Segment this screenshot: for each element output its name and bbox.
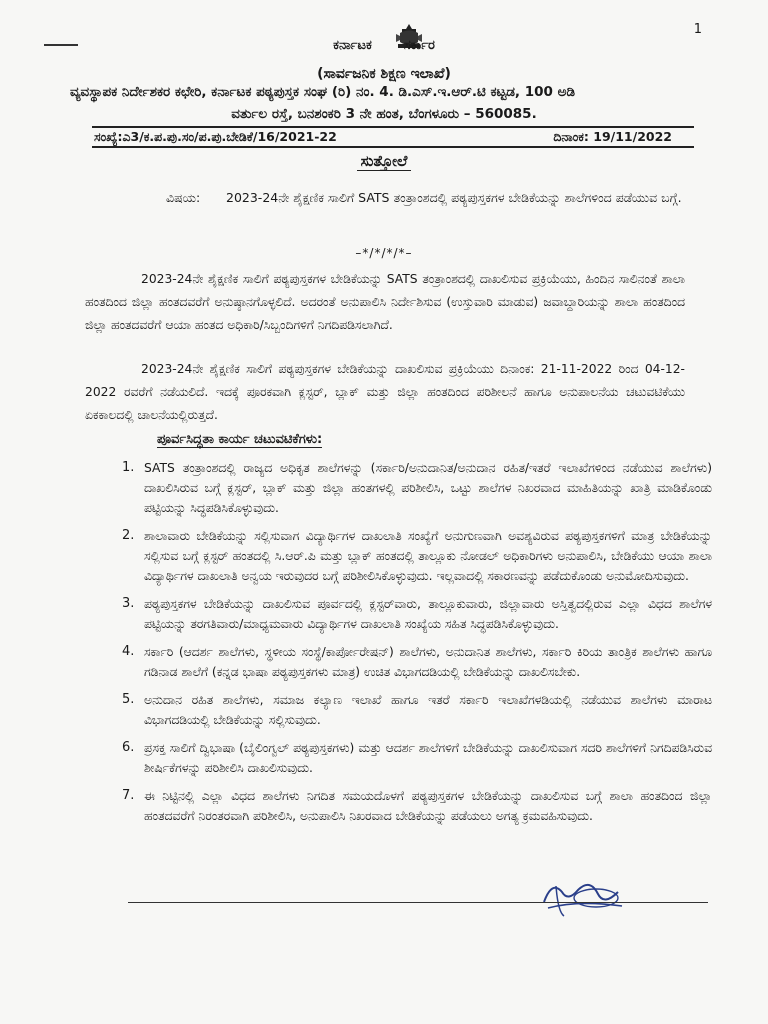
list-item bbox=[92, 690, 712, 730]
activity-list bbox=[92, 458, 712, 834]
list-item-text: ಈ ನಿಟ್ಟಿನಲ್ಲಿ ಎಲ್ಲಾ ವಿಧದ ಶಾಲೆಗಳು ನಿಗದಿತ ಸಮಯದೊಳಗೆ ಪಠ್ಯಪುಸ್ತಕಗಳ ಬೇಡಿಕೆಯನ್ನು ದಾಖಲಿಸುವ ಬಗ್ಗೆ ಶಾಲಾ ಹಂತದಿಂದ ಜಿಲ್ಲಾ ಹಂತದವರೆಗೆ ನಿರಂತರವಾಗಿ ಪರಿಶೀಲಿಸಿ, ಅನುಪಾಲಿಸಿ ನಿಖರವಾದ ಬೇಡಿಕೆಯನ್ನು ಪಡೆಯಲು ಅಗತ್ಯ ಕ್ರಮವಹಿಸುವುದು. bbox=[144, 789, 712, 823]
section-heading: ಪೂರ್ವಸಿದ್ಧತಾ ಕಾರ್ಯ ಚಟುವಟಿಕೆಗಳು: bbox=[157, 432, 323, 447]
list-item-number: 1. bbox=[122, 460, 135, 475]
office-address-line2: ವರ್ತುಲ ರಸ್ತೆ, ಬನಶಂಕರಿ 3 ನೇ ಹಂತ, ಬೆಂಗಳೂರು – 560085. bbox=[231, 106, 537, 122]
body-paragraph-1: 2023-24ನೇ ಶೈಕ್ಷಣಿಕ ಸಾಲಿಗೆ ಪಠ್ಯಪುಸ್ತಕಗಳ ಬೇಡಿಕೆಯನ್ನು SATS ತಂತ್ರಾಂಶದಲ್ಲಿ ದಾಖಲಿಸುವ ಪ್ರಕ್ರಿಯೆಯು, ಹಿಂದಿನ ಸಾಲಿನಂತೆ ಶಾಲಾ ಹಂತದಿಂದ ಜಿಲ್ಲಾ ಹಂತದವರೆಗೆ ಅನುಷ್ಠಾನಗೊಳ್ಳಲಿದೆ. ಅದರಂತೆ ಅನುಪಾಲಿಸಿ ನಿರ್ದೇಶಿಸುವ (ಉಸ್ತುವಾರಿ ಮಾಡುವ) ಜವಾಬ್ದಾರಿಯನ್ನು ಶಾಲಾ ಹಂತದಿಂದ ಜಿಲ್ಲಾ ಹಂತದವರೆಗೆ ಆಯಾ ಹಂತದ ಅಧಿಕಾರಿ/ಸಿಬ್ಬಂದಿಗಳಿಗೆ ನಿಗದಿಪಡಿಸಲಾಗಿದೆ. bbox=[85, 272, 685, 332]
list-item bbox=[92, 786, 712, 826]
subject-label: ವಿಷಯ: bbox=[166, 190, 201, 205]
list-item bbox=[92, 642, 712, 682]
list-item-text: ಅನುದಾನ ರಹಿತ ಶಾಲೆಗಳು, ಸಮಾಜ ಕಲ್ಯಾಣ ಇಲಾಖೆ ಹಾಗೂ ಇತರೆ ಸರ್ಕಾರಿ ಇಲಾಖೆಗಳಡಿಯಲ್ಲಿ ನಡೆಯುವ ಶಾಲೆಗಳು ಮಾರಾಟ ವಿಭಾಗದಡಿಯಲ್ಲಿ ಬೇಡಿಕೆಯನ್ನು ಸಲ್ಲಿಸುವುದು. bbox=[144, 693, 712, 727]
state-name-left: ಕರ್ನಾಟಕ bbox=[333, 38, 372, 53]
state-name bbox=[0, 38, 768, 53]
header-rule-bottom bbox=[92, 146, 694, 148]
department-name: (ಸಾರ್ವಜನಿಕ ಶಿಕ್ಷಣ ಇಲಾಖೆ) bbox=[317, 66, 451, 82]
section-divider: –*/*/*/*– bbox=[355, 246, 413, 260]
list-item-number: 6. bbox=[122, 740, 135, 755]
state-name-right: ಸರ್ಕಾರ bbox=[403, 38, 435, 53]
body-paragraph-2: 2023-24ನೇ ಶೈಕ್ಷಣಿಕ ಸಾಲಿಗೆ ಪಠ್ಯಪುಸ್ತಕಗಳ ಬೇಡಿಕೆಯನ್ನು ದಾಖಲಿಸುವ ಪ್ರಕ್ರಿಯೆಯು ದಿನಾಂಕ: 21-11-2022 ರಿಂದ 04-12-2022 ರವರೆಗೆ ನಡೆಯಲಿದೆ. ಇದಕ್ಕೆ ಪೂರಕವಾಗಿ ಕ್ಲಸ್ಟರ್, ಬ್ಲಾಕ್ ಮತ್ತು ಜಿಲ್ಲಾ ಹಂತದಿಂದ ಪರಿಶೀಲನೆ ಹಾಗೂ ಅನುಪಾಲನೆಯ ಚಟುವಟಿಕೆಯು ಏಕಕಾಲದಲ್ಲಿ ಚಾಲನೆಯಲ್ಲಿರುತ್ತದೆ. bbox=[85, 362, 685, 422]
subject-block bbox=[166, 188, 686, 208]
list-item-text: SATS ತಂತ್ರಾಂಶದಲ್ಲಿ ರಾಜ್ಯದ ಅಧಿಕೃತ ಶಾಲೆಗಳನ್ನು (ಸರ್ಕಾರಿ/ಅನುದಾನಿತ/ಅನುದಾನ ರಹಿತ/ಇತರೆ ಇಲಾಖೆಗಳಿಂದ ನಡೆಯುವ ಶಾಲೆಗಳು) ದಾಖಲಿಸಿರುವ ಬಗ್ಗೆ ಕ್ಲಸ್ಟರ್, ಬ್ಲಾಕ್ ಮತ್ತು ಜಿಲ್ಲಾ ಹಂತಗಳಲ್ಲಿ ಪರಿಶೀಲಿಸಿ, ಒಟ್ಟು ಶಾಲೆಗಳ ನಿಖರವಾದ ಮಾಹಿತಿಯನ್ನು ಖಾತ್ರಿ ಮಾಡಿಕೊಂಡು ಪಟ್ಟಿಯನ್ನು ಸಿದ್ಧಪಡಿಸಿಕೊಳ್ಳುವುದು. bbox=[144, 461, 712, 515]
office-address-line1: ವ್ಯವಸ್ಥಾಪಕ ನಿರ್ದೇಶಕರ ಕಛೇರಿ, ಕರ್ನಾಟಕ ಪಠ್ಯಪುಸ್ತಕ ಸಂಘ (ರಿ) ನಂ. 4. ಡಿ.ಎಸ್.ಇ.ಆರ್.ಟಿ ಕಟ್ಟಡ, 100 ಅಡಿ bbox=[70, 84, 576, 100]
list-item-text: ಪ್ರಸಕ್ತ ಸಾಲಿಗೆ ದ್ವಿಭಾಷಾ (ಬೈಲಿಂಗ್ವಲ್ ಪಠ್ಯಪುಸ್ತಕಗಳು) ಮತ್ತು ಆದರ್ಶ ಶಾಲೆಗಳಿಗೆ ಬೇಡಿಕೆಯನ್ನು ದಾಖಲಿಸುವಾಗ ಸದರಿ ಶಾಲೆಗಳಿಗೆ ನಿಗದಿಪಡಿಸಿರುವ ಶೀರ್ಷಿಕೆಗಳನ್ನು ಪರಿಶೀಲಿಸಿ ದಾಖಲಿಸುವುದು. bbox=[144, 741, 712, 775]
list-item bbox=[92, 738, 712, 778]
subject-text: 2023-24ನೇ ಶೈಕ್ಷಣಿಕ ಸಾಲಿಗೆ SATS ತಂತ್ರಾಂಶದಲ್ಲಿ ಪಠ್ಯಪುಸ್ತಕಗಳ ಬೇಡಿಕೆಯನ್ನು ಶಾಲೆಗಳಿಂದ ಪಡೆಯುವ ಬಗ್ಗೆ. bbox=[226, 190, 682, 205]
list-item bbox=[92, 594, 712, 634]
list-item-text: ಪಠ್ಯಪುಸ್ತಕಗಳ ಬೇಡಿಕೆಯನ್ನು ದಾಖಲಿಸುವ ಪೂರ್ವದಲ್ಲಿ ಕ್ಲಸ್ಟರ್‌ವಾರು, ತಾಲ್ಲೂಕುವಾರು, ಜಿಲ್ಲಾವಾರು ಅಸ್ತಿತ್ವದಲ್ಲಿರುವ ಎಲ್ಲಾ ವಿಧದ ಶಾಲೆಗಳ ಪಟ್ಟಿಯನ್ನು ತರಗತಿವಾರು/ಮಾಧ್ಯಮವಾರು ವಿದ್ಯಾರ್ಥಿಗಳ ದಾಖಲಾತಿ ಸಂಖ್ಯೆಯ ಸಹಿತ ಸಿದ್ಧಪಡಿಸಿಕೊಳ್ಳುವುದು. bbox=[144, 597, 712, 631]
list-item-number: 4. bbox=[122, 644, 135, 659]
header-rule-top bbox=[92, 126, 694, 128]
list-item-text: ಶಾಲಾವಾರು ಬೇಡಿಕೆಯನ್ನು ಸಲ್ಲಿಸುವಾಗ ವಿದ್ಯಾರ್ಥಿಗಳ ದಾಖಲಾತಿ ಸಂಖ್ಯೆಗೆ ಅನುಗುಣವಾಗಿ ಅವಶ್ಯವಿರುವ ಪಠ್ಯಪುಸ್ತಕಗಳಿಗೆ ಮಾತ್ರ ಬೇಡಿಕೆಯನ್ನು ಸಲ್ಲಿಸುವ ಬಗ್ಗೆ ಕ್ಲಸ್ಟರ್ ಹಂತದಲ್ಲಿ ಸಿ.ಆರ್.ಪಿ ಮತ್ತು ಬ್ಲಾಕ್ ಹಂತದಲ್ಲಿ ತಾಲ್ಲೂಕು ನೋಡಲ್ ಅಧಿಕಾರಿಗಳು ಅನುಪಾಲಿಸಿ, ಬೇಡಿಕೆಯು ಆಯಾ ಶಾಲಾ ವಿದ್ಯಾರ್ಥಿಗಳ ದಾಖಲಾತಿ ಅನ್ವಯ ಇರುವುದರ ಬಗ್ಗೆ ಪರಿಶೀಲಿಸಿಕೊಳ್ಳುವುದು. ಇಲ್ಲವಾದಲ್ಲಿ ಸಕಾರಣವನ್ನು ಪಡೆದುಕೊಂಡು ಅನುಮೋದಿಸುವುದು. bbox=[144, 529, 712, 583]
list-item bbox=[92, 458, 712, 518]
reference-number: ಸಂಖ್ಯೆ:ಎ3/ಕ.ಪ.ಪು.ಸಂ/ಪ.ಪು.ಬೇಡಿಕೆ/16/2021-22 bbox=[94, 129, 337, 144]
document-date: ದಿನಾಂಕ: 19/11/2022 bbox=[553, 129, 672, 144]
list-item-text: ಸರ್ಕಾರಿ (ಆದರ್ಶ ಶಾಲೆಗಳು, ಸ್ಥಳೀಯ ಸಂಸ್ಥೆ/ಕಾರ್ಪೋರೇಷನ್) ಶಾಲೆಗಳು, ಅನುದಾನಿತ ಶಾಲೆಗಳು, ಸರ್ಕಾರಿ ಕಿರಿಯ ತಾಂತ್ರಿಕ ಶಾಲೆಗಳು ಹಾಗೂ ಗಡಿನಾಡ ಶಾಲೆಗೆ (ಕನ್ನಡ ಭಾಷಾ ಪಠ್ಯಪುಸ್ತಕಗಳು ಮಾತ್ರ) ಉಚಿತ ವಿಭಾಗದಡಿಯಲ್ಲಿ ಬೇಡಿಕೆಯನ್ನು ದಾಖಲಿಸಬೇಕು. bbox=[144, 645, 712, 679]
list-item bbox=[92, 526, 712, 586]
circular-title bbox=[0, 152, 768, 170]
list-item-number: 7. bbox=[122, 788, 135, 803]
signature-icon bbox=[538, 872, 628, 922]
list-item-number: 3. bbox=[122, 596, 135, 611]
list-item-number: 5. bbox=[122, 692, 135, 707]
circular-title-text: ಸುತ್ತೋಲೆ bbox=[357, 152, 412, 171]
footer-rule bbox=[128, 902, 708, 903]
list-item-number: 2. bbox=[122, 528, 135, 543]
page-number: 1 bbox=[693, 22, 702, 37]
